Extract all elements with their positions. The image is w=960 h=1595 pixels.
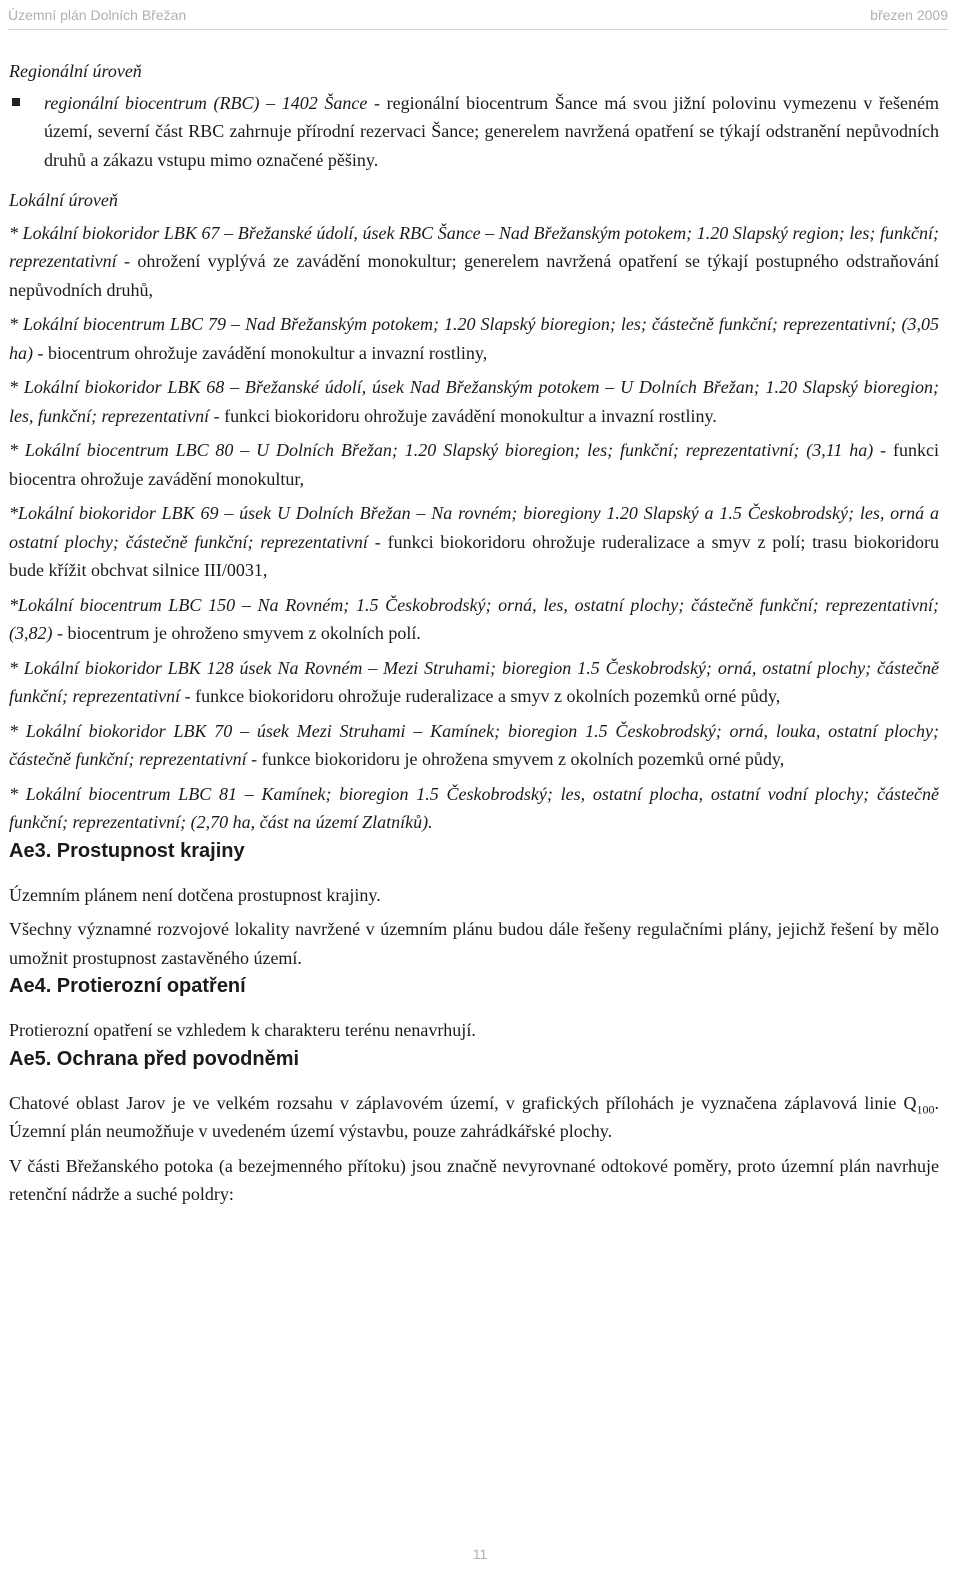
local-item-italic: * Lokální biokoridor LBK 67 – Břežanské údolí, úsek RBC Šance – Nad Břežanským potokem; 1.20 Slapský region; les; funkční; reprezentativní [9,222,939,271]
ae4-paragraph-1: Protierozní opatření se vzhledem k charakteru terénu nenavrhují. [9,1020,476,1040]
local-item-italic: * Lokální biocentrum LBC 80 – U Dolních Břežan; 1.20 Slapský bioregion; les; funkční; reprezentativní; (3,11 ha) [9,440,874,460]
local-item-text: - funkci biokoridoru ohrožuje ruderalizace a smyv z polí; trasu biokoridoru bude křížit obchvat silnice III/0031, [9,531,939,580]
local-item-italic: *Lokální biokoridor LBK 69 – úsek U Dolních Břežan – Na rovném; bioregiony 1.20 Slapský a 1.5 Českobrodský; les, orná a ostatní plochy; částečně funkční; reprezentativní [9,503,939,552]
local-item-italic: * Lokální biocentrum LBC 79 – Nad Břežanským potokem; 1.20 Slapský bioregion; les; částečně funkční; reprezentativní; (3,05 ha) [9,314,939,363]
regional-bullet-italic: regionální biocentrum (RBC) – 1402 Šance [44,92,368,113]
local-item-text: - ohrožení vyplývá ze zavádění monokultur; generelem navržená opatření se týkají postupného odstraňování nepůvodních druhů, [9,251,939,300]
document-body [9,57,939,1209]
page-header [8,0,948,30]
local-item-2 [9,310,939,367]
local-item-text: - funkce biokoridoru ohrožuje ruderalizace a smyv z okolních pozemků orné půdy, [180,686,781,706]
regional-bullet-item [9,89,939,175]
local-item-6 [9,591,939,648]
ae5-p1-text-end: . Územní plán neumožňuje v uvedeném území výstavbu, pouze zahrádkářské plochy. [9,1092,939,1141]
local-item-text: - funkci biocentra ohrožuje zavádění monokultur, [9,440,939,489]
ae5-paragraph-1 [9,1089,939,1146]
square-bullet-icon [12,98,20,106]
local-item-text: - biocentrum je ohroženo smyvem z okolních polí. [52,623,421,643]
local-item-text: - biocentrum ohrožuje zavádění monokultur a invazní rostliny, [33,342,488,363]
header-title: Územní plán Dolních Břežan [8,7,187,23]
ae5-p1-text: Chatové oblast Jarov je ve velkém rozsahu v záplavovém území, v grafických přílohách je vyznačena záplavová linie Q [9,1092,917,1113]
regional-heading: Regionální úroveň [9,61,142,81]
local-item-3 [9,373,939,430]
ae3-paragraph-1: Územním plánem není dotčena prostupnost krajiny. [9,884,381,905]
section-title-ae5: Ae5. Ochrana před povodněmi [9,1047,300,1070]
regional-bullet-text: - regionální biocentrum Šance má svou jižní polovinu vymezenu v řešeném území, severní část RBC zahrnuje přírodní rezervaci Šance; generelem navržená opatření se týkají odstranění nepůvodních druhů a zákazu vstupu mimo označené pěšiny. [44,92,939,170]
local-item-italic: * Lokální biocentrum LBC 81 – Kamínek; bioregion 1.5 Českobrodský; les, ostatní plocha, ostatní vodní plochy; částečně funkční; reprezentativní; (2,70 ha, část na území Zlatníků). [9,783,939,832]
header-divider [8,29,948,30]
local-item-italic: *Lokální biocentrum LBC 150 – Na Rovném; 1.5 Českobrodský; orná, les, ostatní plochy; částečně funkční; reprezentativní; (3,82) [9,594,939,643]
local-item-italic: * Lokální biokoridor LBK 128 úsek Na Rovném – Mezi Struhami; bioregion 1.5 Českobrodský; orná, ostatní plochy; částečně funkční; reprezentativní [9,657,939,706]
regional-bullet-paragraph [44,89,939,175]
header-date: březen 2009 [870,7,948,23]
local-item-9 [9,780,939,837]
ae5-paragraph-2: V části Břežanského potoka (a bezejmenného přítoku) jsou značně nevyrovnané odtokové poměry, proto územní plán navrhuje retenční nádrže a suché poldry: [9,1155,939,1204]
local-item-text: - funkci biokoridoru ohrožuje zavádění monokultur a invazní rostliny. [209,405,717,426]
section-title-ae3: Ae3. Prostupnost krajiny [9,839,245,862]
local-item-4 [9,436,939,493]
page-number: 11 [472,1546,488,1562]
section-title-ae4: Ae4. Protierozní opatření [9,975,246,997]
local-item-italic: * Lokální biokoridor LBK 68 – Břežanské údolí, úsek Nad Břežanským potokem – U Dolních Břežan; 1.20 Slapský bioregion; les, funkční; reprezentativní [9,377,939,426]
local-item-7 [9,654,939,711]
ae5-p1-subscript: 100 [916,1102,935,1117]
local-item-italic: * Lokální biokoridor LBK 70 – úsek Mezi Struhami – Kamínek; bioregion 1.5 Českobrodský; orná, louka, ostatní plochy; částečně funkční; reprezentativní [9,720,939,769]
local-item-1 [9,219,939,305]
local-item-8 [9,717,939,774]
ae3-paragraph-2: Všechny významné rozvojové lokality navržené v územním plánu budou dále řešeny regulačními plány, jejichž řešení by mělo umožnit prostupnost zastavěného území. [9,919,939,968]
local-item-text: - funkce biokoridoru je ohrožena smyvem z okolních pozemků orné půdy, [246,749,785,769]
local-heading: Lokální úroveň [9,190,118,210]
local-item-5 [9,499,939,585]
